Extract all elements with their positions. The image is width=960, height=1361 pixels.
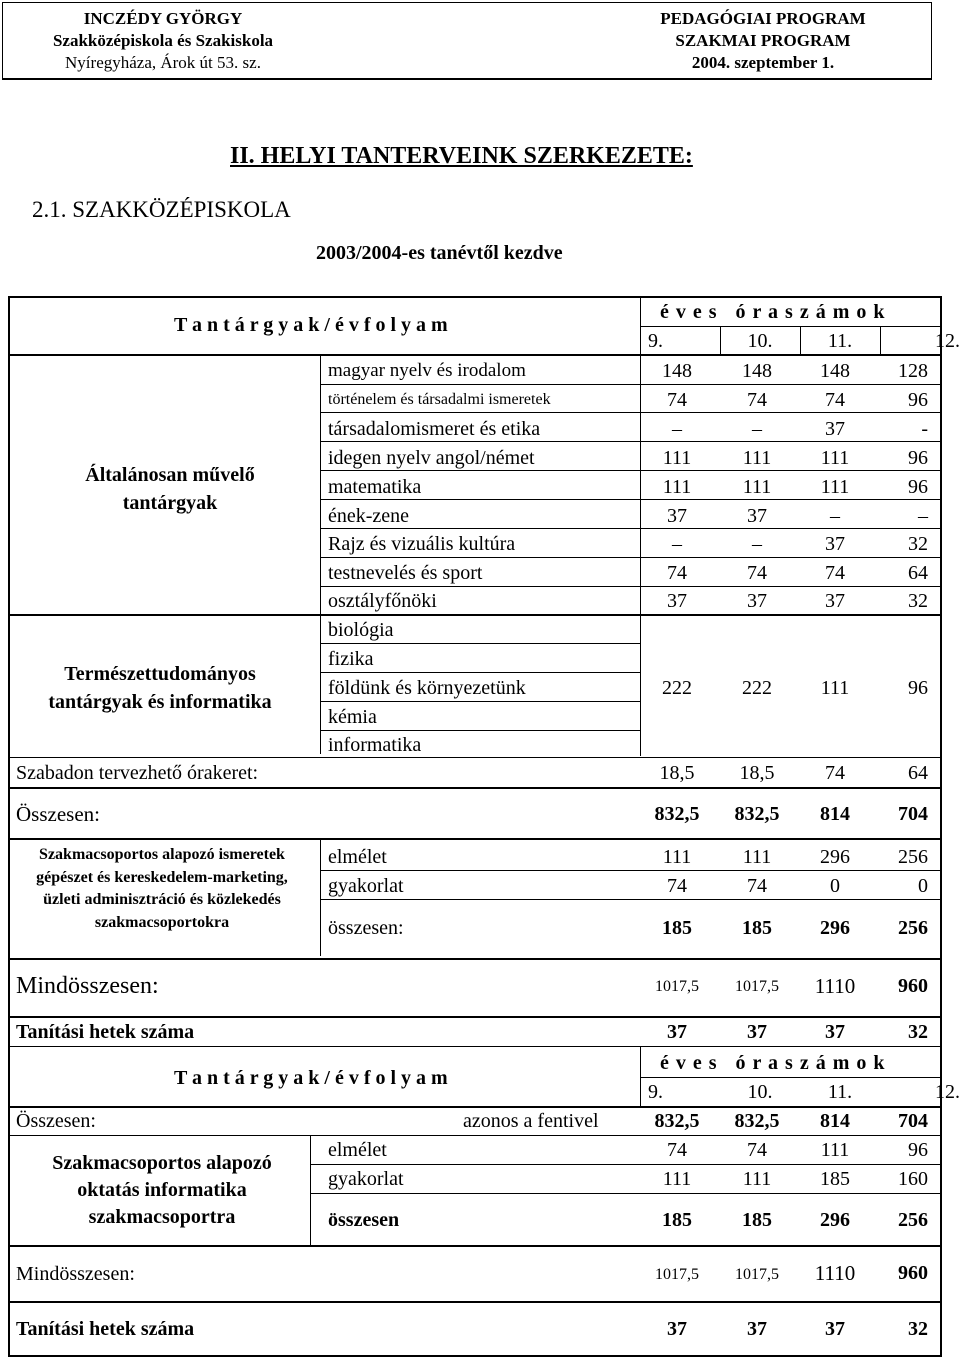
total-value: 832,5 — [734, 803, 780, 825]
grand-total-value-2: 1017,5 — [655, 1266, 699, 1283]
teaching-weeks-value: 37 — [747, 1021, 767, 1043]
free-hours-label: Szabadon tervezhető órakeret: — [16, 762, 259, 784]
it-total-label: összesen — [328, 1209, 400, 1231]
it-row-value: 96 — [908, 1139, 928, 1161]
vocational-row-name: gyakorlat — [328, 875, 404, 897]
subject-row-value: 74 — [825, 562, 845, 584]
subject-row-value: 32 — [908, 533, 928, 555]
main-heading: II. HELYI TANTERVEINK SZERKEZETE: — [230, 143, 693, 169]
program-date: 2004. szeptember 1. — [691, 53, 835, 72]
free-hours-value: 18,5 — [659, 762, 695, 784]
grade-10-header-2: 10. — [747, 1081, 773, 1103]
subject-row-value: – — [752, 533, 762, 555]
science-value: 96 — [908, 677, 928, 699]
subject-row-value: 111 — [820, 447, 850, 469]
vocational-group: Szakmacsoportos alapozó ismeretek gépészet és kereskedelem-marketing, üzleti adminisztráció és közlekedés szakmacsoportokra — [36, 846, 288, 931]
subject-row-value: 111 — [742, 476, 772, 498]
it-total-value: 296 — [820, 1209, 850, 1231]
it-row-value: 111 — [820, 1139, 850, 1161]
subject-row-value: 111 — [742, 447, 772, 469]
it-row-value: 111 — [662, 1168, 692, 1190]
it-row-name: elmélet — [328, 1139, 387, 1161]
subject-row-value: 37 — [825, 590, 845, 612]
vocational-value: 296 — [820, 846, 850, 868]
free-hours-value: 64 — [908, 762, 928, 784]
grade-9-header-2: 9. — [648, 1081, 663, 1103]
subject-row-value: 111 — [662, 476, 692, 498]
vocational-value: 111 — [662, 846, 692, 868]
science-item: informatika — [328, 734, 422, 756]
teaching-weeks-value-2: 37 — [825, 1318, 845, 1340]
vocational-value: 0 — [918, 875, 928, 897]
free-hours-value: 74 — [825, 762, 845, 784]
it-row-value: 160 — [898, 1168, 928, 1190]
total-value-2: 832,5 — [734, 1110, 780, 1132]
subject-row-value: 111 — [662, 447, 692, 469]
school-address: Nyíregyháza, Árok út 53. sz. — [65, 53, 261, 72]
subject-row-name: Rajz és vizuális kultúra — [328, 533, 516, 555]
science-subjects-group: Természettudományos tantárgyak és informatika — [48, 663, 272, 713]
subject-row-value: 37 — [747, 590, 767, 612]
teaching-weeks-label: Tanítási hetek száma — [16, 1021, 195, 1043]
subject-row-value: – — [672, 533, 682, 555]
subject-row-name: testnevelés és sport — [328, 562, 483, 584]
subject-row-value: – — [752, 418, 762, 440]
grand-total-value: 1110 — [814, 974, 856, 998]
grand-total-value: 1017,5 — [735, 978, 779, 995]
total-value-2: 832,5 — [654, 1110, 700, 1132]
subject-row-name: magyar nyelv és irodalom — [328, 360, 526, 381]
subject-row-name: matematika — [328, 476, 422, 498]
science-value: 222 — [742, 677, 772, 699]
total-label-2: Összesen: — [16, 1110, 96, 1132]
subtitle: 2003/2004-es tanévtől kezdve — [316, 242, 563, 264]
subject-row-value: 37 — [825, 533, 845, 555]
subject-row-value: 64 — [908, 562, 928, 584]
it-row-value: 74 — [667, 1139, 687, 1161]
total-value-2: 814 — [820, 1110, 850, 1132]
grand-total-label-2: Mindösszesen: — [16, 1263, 135, 1285]
general-subjects-group: Általánosan művelő tantárgyak — [85, 464, 255, 514]
it-row-value: 111 — [742, 1168, 772, 1190]
annual-hours-header-2: é v e s ó r a s z á m o k — [660, 1052, 886, 1074]
subject-row-value: 148 — [820, 360, 850, 382]
subject-row-value: 148 — [662, 360, 692, 382]
subject-row-value: 148 — [742, 360, 772, 382]
total-value: 832,5 — [654, 803, 700, 825]
vocational-total-value: 256 — [898, 917, 928, 939]
subject-row-name: ének-zene — [328, 505, 410, 527]
vocational-value: 256 — [898, 846, 928, 868]
vocational-total-value: 185 — [662, 917, 692, 939]
science-item: fizika — [328, 648, 374, 670]
grand-total-value-2: 960 — [898, 1262, 928, 1284]
it-row-value: 185 — [820, 1168, 850, 1190]
subject-row-value: 74 — [825, 389, 845, 411]
it-total-value: 256 — [898, 1209, 928, 1231]
subject-row-value: 37 — [747, 505, 767, 527]
same-as-above-note: azonos a fentivel — [463, 1110, 599, 1132]
teaching-weeks-value: 37 — [825, 1021, 845, 1043]
teaching-weeks-label-2: Tanítási hetek száma — [16, 1318, 195, 1340]
subject-row-value: 74 — [747, 562, 767, 584]
science-item: földünk és környezetünk — [328, 677, 526, 699]
vocational-total-label: összesen: — [328, 917, 404, 939]
subject-row-value: 111 — [820, 476, 850, 498]
grade-11-header-2: 11. — [827, 1081, 853, 1103]
subject-grade-header: T a n t á r g y a k / é v f o l y a m — [174, 314, 448, 336]
grand-total-value: 1017,5 — [655, 978, 699, 995]
subject-row-value: 96 — [908, 476, 928, 498]
grand-total-value-2: 1017,5 — [735, 1266, 779, 1283]
total-value-2: 704 — [898, 1110, 928, 1132]
subject-row-value: – — [918, 505, 928, 527]
vocational-total-value: 185 — [742, 917, 772, 939]
teaching-weeks-value-2: 32 — [908, 1318, 928, 1340]
subject-grade-header-2: T a n t á r g y a k / é v f o l y a m — [174, 1067, 448, 1089]
program-subtitle: SZAKMAI PROGRAM — [675, 31, 851, 50]
it-row-value: 74 — [747, 1139, 767, 1161]
vocational-value: 0 — [830, 875, 840, 897]
grade-12-header-2: 12. — [935, 1081, 960, 1103]
grade-11-header: 11. — [827, 330, 853, 352]
subject-row-value: - — [921, 418, 928, 440]
free-hours-value: 18,5 — [739, 762, 775, 784]
subject-row-value: 74 — [747, 389, 767, 411]
page-header — [2, 2, 932, 80]
it-vocational-group: Szakmacsoportos alapozó oktatás informatika szakmacsoportra — [52, 1152, 272, 1228]
grand-total-value: 960 — [898, 975, 928, 997]
subject-row-name: történelem és társadalmi ismeretek — [328, 391, 551, 408]
annual-hours-header: é v e s ó r a s z á m o k — [660, 301, 886, 323]
science-value: 111 — [820, 677, 850, 699]
grade-9-header: 9. — [648, 330, 663, 352]
science-item: kémia — [328, 706, 377, 728]
vocational-value: 74 — [747, 875, 767, 897]
teaching-weeks-value-2: 37 — [667, 1318, 687, 1340]
vocational-value: 111 — [742, 846, 772, 868]
it-total-value: 185 — [742, 1209, 772, 1231]
total-value: 814 — [820, 803, 850, 825]
subject-row-value: – — [672, 418, 682, 440]
school-name: INCZÉDY GYÖRGY — [83, 9, 243, 28]
teaching-weeks-value: 32 — [908, 1021, 928, 1043]
vocational-value: 74 — [667, 875, 687, 897]
vocational-row-name: elmélet — [328, 846, 387, 868]
subject-row-name: társadalomismeret és etika — [328, 418, 541, 440]
subject-row-value: 128 — [898, 360, 928, 382]
it-total-value: 185 — [662, 1209, 692, 1231]
section-heading: 2.1. SZAKKÖZÉPISKOLA — [32, 197, 291, 222]
grade-10-header: 10. — [747, 330, 773, 352]
grand-total-value-2: 1110 — [814, 1261, 856, 1285]
science-value: 222 — [662, 677, 692, 699]
subject-row-value: 37 — [667, 590, 687, 612]
subject-row-value: 96 — [908, 447, 928, 469]
grade-12-header: 12. — [935, 330, 960, 352]
subject-row-value: 96 — [908, 389, 928, 411]
science-item: biológia — [328, 619, 394, 641]
teaching-weeks-value-2: 37 — [747, 1318, 767, 1340]
subject-row-name: idegen nyelv angol/német — [328, 447, 535, 469]
subject-row-value: 37 — [667, 505, 687, 527]
subject-row-value: 74 — [667, 389, 687, 411]
vocational-total-value: 296 — [820, 917, 850, 939]
subject-row-value: 74 — [667, 562, 687, 584]
subject-row-value: 37 — [825, 418, 845, 440]
subject-row-name: osztályfőnöki — [328, 590, 437, 612]
teaching-weeks-value: 37 — [667, 1021, 687, 1043]
school-type: Szakközépiskola és Szakiskola — [52, 31, 274, 50]
subject-row-value: – — [830, 505, 840, 527]
program-title: PEDAGÓGIAI PROGRAM — [660, 9, 866, 28]
grand-total-label: Mindösszesen: — [16, 973, 159, 999]
total-label: Összesen: — [16, 802, 100, 826]
it-row-name: gyakorlat — [328, 1168, 404, 1190]
total-value: 704 — [898, 803, 928, 825]
subject-row-value: 32 — [908, 590, 928, 612]
